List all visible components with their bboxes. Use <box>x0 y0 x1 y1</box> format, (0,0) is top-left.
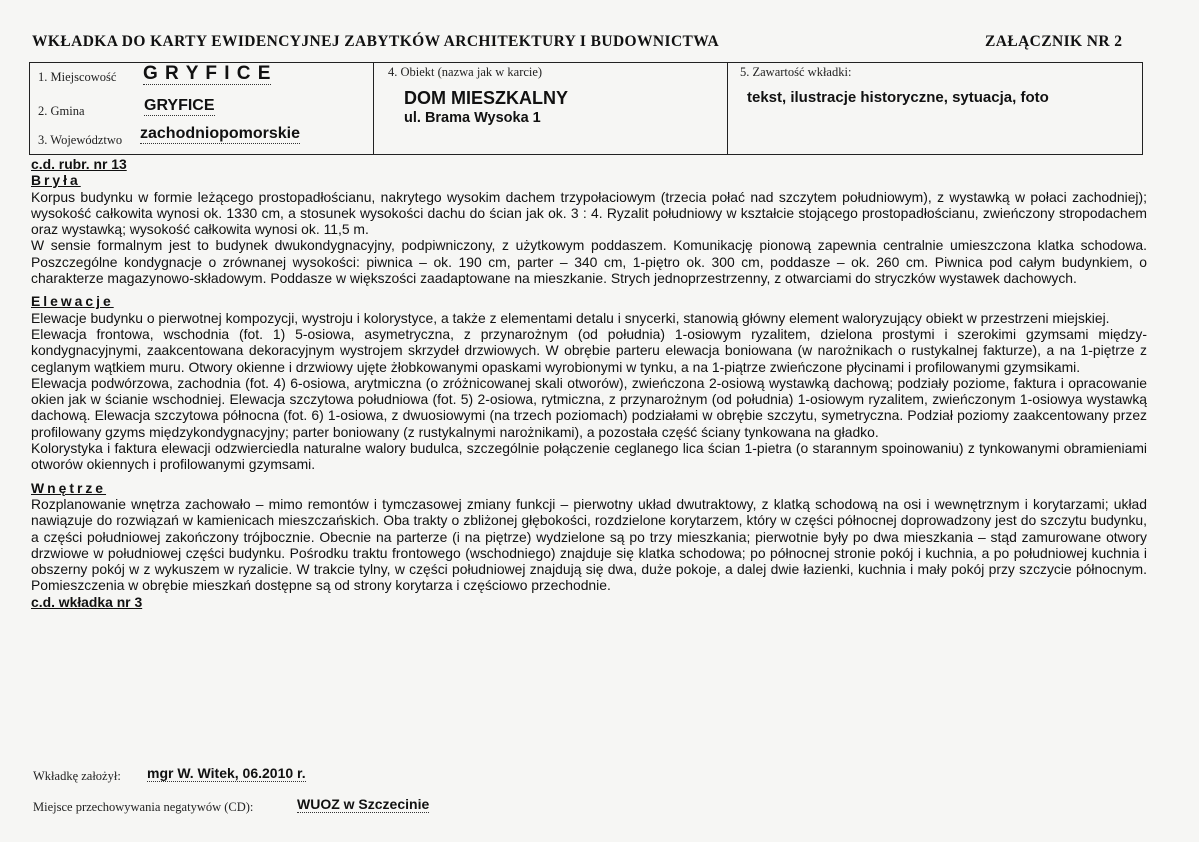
document-title: WKŁADKA DO KARTY EWIDENCYJNEJ ZABYTKÓW ARCHITEKTURY I BUDOWNICTWA <box>32 33 720 50</box>
province-label: 3. Województwo <box>38 133 123 147</box>
paragraph: Elewacja podwórzowa, zachodnia (fot. 4) 6-osiowa, arytmiczna (o zróżnicowanej skali otworów), zwieńczona 2-osiową wystawką dachową; podziały poziome, faktura i opracowanie okien jak w ścianie wschodniej. Elewacja szczytowa południowa (fot. 5) 2-osiowa, rytmiczna, z przynarożnym (od południa) 1-osiowym ryzalitem, zwieńczonym 1-osiowya wystawką dachową. Elewacja szczytowa północna (fot. 6) 1-osiowa, z dwuosiowymi (na trzech poziomach) podziałami w obrębie szczytu, symetryczna. Podział poziomy zaakcentowany przez profilowany gzyms międzykondygnacyjny; parter boniowany (z rustykalnymi narożnikami), a pozostała część ściany tynkowana na gładko. <box>31 374 1147 440</box>
section-heading: Wnętrze <box>31 479 107 496</box>
continued-label: c.d. rubr. nr 13 <box>31 156 127 172</box>
storage-value: WUOZ w Szczecinie <box>297 796 430 812</box>
paragraph: W sensie formalnym jest to budynek dwukondygnacyjny, podpiwniczony, z użytkowym poddaszem. Komunikację pionową zapewnia centralnie umieszczona klatka schodowa. Poszczególne kondygnacje o zrównanej wysokości: piwnica – ok. 190 cm, parter – 340 cm, 1-piętro ok. 300 cm, poddasze – ok. 260 cm. Piwnica pod całym budynkiem, o charakterze magazynowo-składowym. Poddasze w większości zaadaptowane na mieszkanie. Strych jednoprzestrzenny, z otwarciami do stryczków wystawek dachowych. <box>31 237 1147 287</box>
paragraph: Elewacje budynku o pierwotnej kompozycji, wystroju i kolorystyce, a także z elementami detalu i snycerki, stanowią główny element waloryzujący obiekt w przestrzeni miejskiej. <box>31 309 1110 326</box>
object-label: 4. Obiekt (nazwa jak w karcie) <box>388 65 543 79</box>
paragraph: Elewacja frontowa, wschodnia (fot. 1) 5-osiowa, asymetryczna, z przynarożnym (od południa) 1-osiowym ryzalitem, dzielona prostymi i szerokimi gzymsami między-kondygnacyjnymi, zaakcentowana dekoracyjnym wystrojem skrzydeł drzwiowych. W obrębie parteru elewacja boniowana (w narożnikach o rustykalnej fakturze), a na 1-piętrze z ceglanym wątkiem muru. Otwory okienne i drzwiowy ujęte żłobkowanymi opaskami wyrobionymi w tynku, a na 1-piątrze zwieńczone płycinami i profilowanymi gzymsikami. <box>31 325 1147 375</box>
contents-label: 5. Zawartość wkładki: <box>740 65 852 79</box>
created-by-label: Wkładkę założył: <box>33 769 121 783</box>
paragraph: Rozplanowanie wnętrza zachowało – mimo remontów i tymczasowej zmiany funkcji – pierwotny układ dwutraktowy, z klatką schodową na osi i wewnętrznym i korytarzami; układ nawiązuje do rozwiązań w kamienicach mieszczańskich. Oba trakty o zbliżonej głębokości, rozdzielone korytarzem, który w części północnej doprowadzony jest do szczytu budynku, a części południowej zakończony trójbocznie. Obecnie na parterze (i na piętrze) wydzielone są po trzy mieszkania; pierwotnie były po dwa mieszkania – stąd zamurowane otwory drzwiowe w południowej części budynku. Pośrodku traktu frontowego (wschodniego) znajduje się klatka schodowa; po północnej stronie pokój i kuchnia, a po południowej kuchnia i obszerny pokój w z wykuszem w ryzalicie. W trakcie tylny, w części południowej znajdują się dwa, duże pokoje, a dalej dwie łazienki, kuchnia i mały pokój przy szczycie północnym. Pomieszczenia w obrębie mieszkań dostępne są od strony korytarza i częściowo przechodnie. <box>31 495 1147 594</box>
section-heading: Bryła <box>31 172 81 189</box>
contents-value: tekst, ilustracje historyczne, sytuacja, foto <box>747 89 1049 106</box>
paragraph: Kolorystyka i faktura elewacji odzwierciedla naturalne walory budulca, szczególnie połączenie ceglanego lica ścian 1-pietra (o starannym spoinowaniu) z tynkowanymi obramieniami otworów okiennych i profilowanymi gzymsami. <box>31 440 1147 473</box>
column-divider <box>373 63 374 154</box>
column-divider <box>727 63 728 154</box>
commune-value: GRYFICE <box>144 97 215 114</box>
next-insert-label: c.d. wkładka nr 3 <box>31 593 143 610</box>
locality-label: 1. Miejscowość <box>38 70 117 84</box>
storage-label: Miejsce przechowywania negatywów (CD): <box>33 800 254 814</box>
paragraph: Korpus budynku w formie leżącego prostopadłościanu, nakrytego wysokim dachem trzypołaciowym (trzecia połać nad szczytem południowym), z wystawką w połaci zachodniej); wysokość całkowita wynosi ok. 1330 cm, a stosunek wysokości dachu do ścian jak ok. 3 : 4. Ryzalit południowy w kształcie stojącego prostopadłościanu, zwieńczony stropodachem oraz wystawką; wysokość całkowita wynosi ok. 11,5 m. <box>31 188 1147 238</box>
locality-value: G R Y F I C E <box>143 63 272 84</box>
created-by-value: mgr W. Witek, 06.2010 r. <box>147 765 306 781</box>
province-value: zachodniopomorskie <box>140 125 301 142</box>
object-address: ul. Brama Wysoka 1 <box>404 110 541 126</box>
document-body <box>31 156 1147 610</box>
object-name: DOM MIESZKALNY <box>404 88 568 108</box>
commune-label: 2. Gmina <box>38 104 85 118</box>
section-heading: Elewacje <box>31 293 114 310</box>
attachment-number: ZAŁĄCZNIK NR 2 <box>985 33 1123 50</box>
metadata-table <box>29 62 1143 155</box>
